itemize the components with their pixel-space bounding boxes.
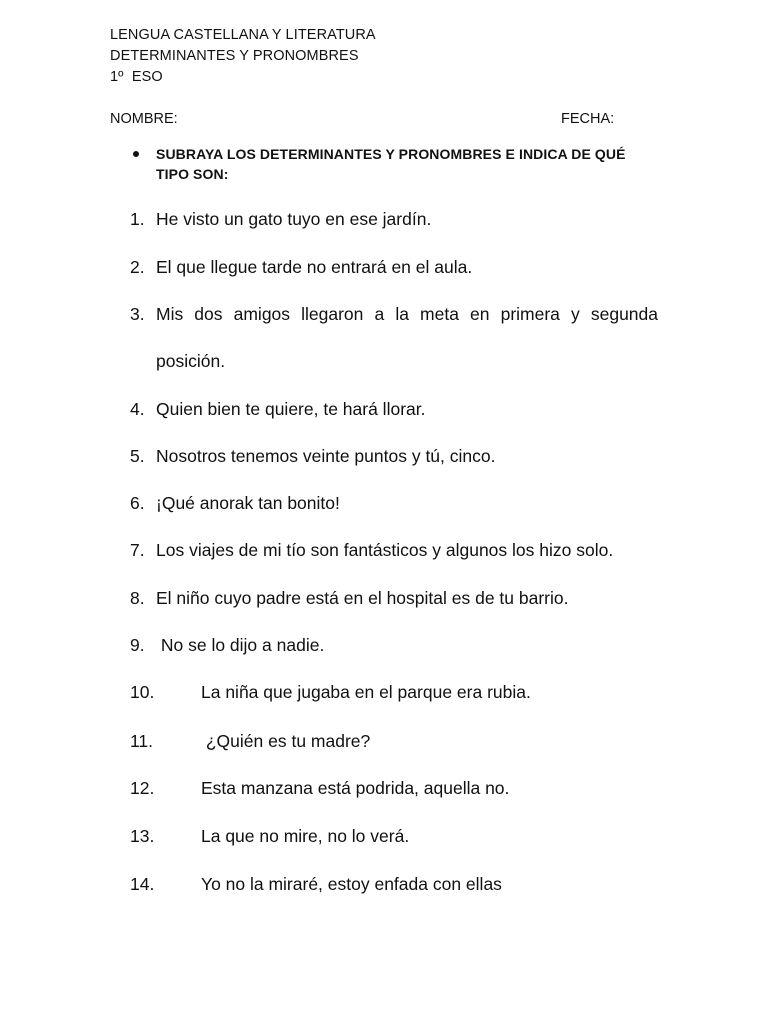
item-number: 13. [130,826,155,846]
bullet-dot-icon [133,151,139,157]
item-number: 10. [130,682,155,702]
date-label: FECHA: [561,111,615,127]
item-sentence: Esta manzana está podrida, aquella no. [201,778,510,798]
instruction-text: SUBRAYA LOS DETERMINANTES Y PRONOMBRES E INDICA DE QUÉ TIPO SON: [156,146,626,182]
item-sentence: El niño cuyo padre está en el hospital es de tu barrio. [156,588,569,608]
item-number: 11. [130,731,154,751]
subject-heading: LENGUA CASTELLANA Y LITERATURA [110,27,376,43]
item-number: 14. [130,874,155,894]
item-number: 5. [130,446,145,466]
item-number: 12. [130,778,155,798]
item-sentence: Yo no la miraré, estoy enfada con ellas [201,874,502,894]
item-sentence: Nosotros tenemos veinte puntos y tú, cinco. [156,446,496,466]
item-number: 9. [130,635,145,655]
item-number: 3. [130,304,145,324]
item-number: 6. [130,493,145,513]
item-sentence: Quien bien te quiere, te hará llorar. [156,399,426,419]
item-sentence: No se lo dijo a nadie. [156,635,325,655]
item-sentence: ¿Quién es tu madre? [201,731,371,751]
item-sentence: La niña que jugaba en el parque era rubia. [201,682,531,702]
course-heading: 1º ESO [110,69,163,85]
item-sentence-continuation: posición. [156,351,226,371]
item-sentence: Los viajes de mi tío son fantásticos y algunos los hizo solo. [156,540,614,560]
item-number: 7. [130,540,145,560]
item-number: 1. [130,209,145,229]
item-number: 8. [130,588,145,608]
item-number: 2. [130,257,145,277]
item-sentence: Mis dos amigos llegaron a la meta en primera y segunda [156,304,658,324]
item-sentence: El que llegue tarde no entrará en el aula. [156,257,473,277]
item-sentence: La que no mire, no lo verá. [201,826,410,846]
name-label: NOMBRE: [110,111,178,127]
item-sentence: ¡Qué anorak tan bonito! [156,493,340,513]
item-sentence: He visto un gato tuyo en ese jardín. [156,209,432,229]
topic-heading: DETERMINANTES Y PRONOMBRES [110,48,359,64]
item-number: 4. [130,399,145,419]
